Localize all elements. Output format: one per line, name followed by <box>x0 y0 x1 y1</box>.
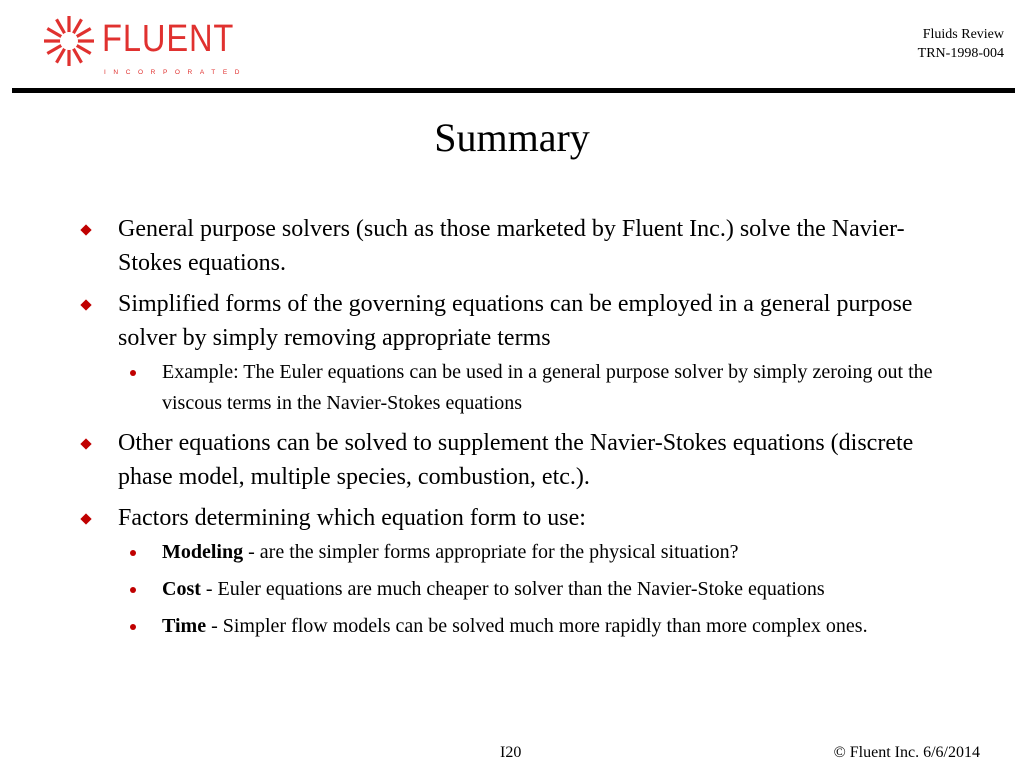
header-code: TRN-1998-004 <box>917 46 1004 61</box>
fluent-logo <box>42 14 248 76</box>
bullet-item <box>80 426 940 494</box>
factor-term: Time <box>162 615 207 637</box>
factor-text: - Simpler flow models can be solved much more rapidly than more complex ones. <box>206 615 868 637</box>
header-info <box>918 25 1004 63</box>
header-divider <box>12 88 1015 93</box>
copyright-notice: © Fluent Inc. 6/6/2014 <box>833 744 980 761</box>
factor-text: - are the simpler forms appropriate for the physical situation? <box>243 541 739 563</box>
sub-bullet-item <box>118 611 940 642</box>
logo-subtitle: INCORPORATED <box>104 69 248 76</box>
diamond-bullet-icon <box>80 513 91 524</box>
dot-bullet-icon <box>130 624 136 630</box>
bullet-item <box>80 212 940 280</box>
starburst-icon <box>42 14 96 68</box>
bullet-item <box>80 287 940 419</box>
dot-bullet-icon <box>130 587 136 593</box>
bullet-text: Other equations can be solved to supplement the Navier-Stokes equations (discrete phase model, multiple species, combustion, etc.). <box>118 430 914 490</box>
diamond-bullet-icon <box>80 224 91 235</box>
dot-bullet-icon <box>130 550 136 556</box>
bullet-text: Simplified forms of the governing equations can be employed in a general purpose solver by simply removing appropriate terms <box>118 291 913 351</box>
slide-title: Summary <box>434 115 590 160</box>
factor-text: - Euler equations are much cheaper to solver than the Navier-Stoke equations <box>200 578 825 600</box>
factor-term: Modeling <box>162 541 244 563</box>
sub-bullet-item <box>118 574 940 605</box>
bullet-list <box>80 212 940 649</box>
sub-bullet-text: Example: The Euler equations can be used in a general purpose solver by simply zeroing out the viscous terms in the Navier-Stokes equations <box>162 361 933 414</box>
bullet-text: General purpose solvers (such as those marketed by Fluent Inc.) solve the Navier-Stokes equations. <box>118 216 905 276</box>
sub-bullet-item <box>118 537 940 568</box>
page-number: I20 <box>500 744 522 761</box>
header-course: Fluids Review <box>922 27 1004 42</box>
sub-bullet-item <box>118 357 940 419</box>
sub-bullet-list <box>118 357 940 419</box>
logo-name: FLUENT <box>102 18 235 60</box>
dot-bullet-icon <box>130 370 136 376</box>
bullet-item <box>80 501 940 642</box>
diamond-bullet-icon <box>80 299 91 310</box>
diamond-bullet-icon <box>80 438 91 449</box>
bullet-text: Factors determining which equation form to use: <box>118 505 586 531</box>
sub-bullet-list <box>118 537 940 642</box>
factor-term: Cost <box>162 578 201 600</box>
